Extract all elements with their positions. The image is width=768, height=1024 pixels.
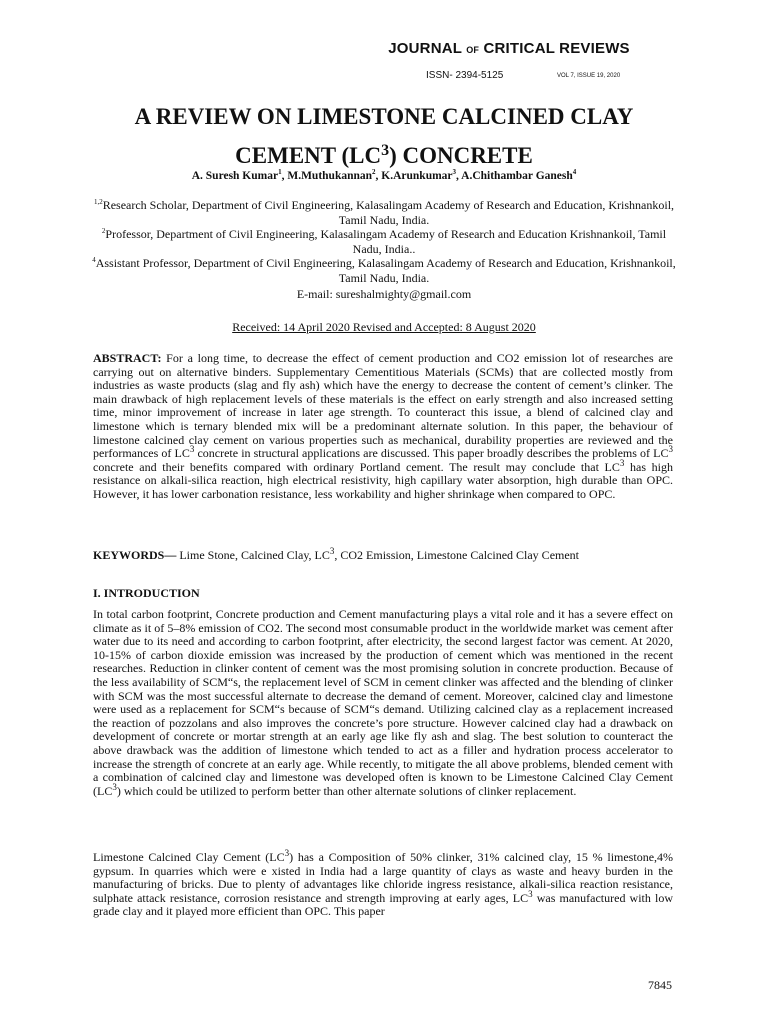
affiliation-3: $^4$Assistant Professor, Department of Civil Engineering, Kalasalingam Academy of Research and Education, Krishnankoil, Tamil Nadu, India.: [92, 256, 676, 285]
email: E-mail: sureshalmighty@gmail.com: [296, 287, 472, 301]
keywords-label: KEYWORDS—: [93, 548, 177, 562]
issn: ISSN- 2394-5125: [426, 70, 504, 81]
keywords: KEYWORDS— Lime Stone, Calcined Clay, $LC^3$, CO2 Emission, Limestone Calcined Clay Cement: [93, 546, 580, 562]
intro-paragraph-1: In total carbon footprint, Concrete production and Cement manufacturing plays a vital role and it has a severe effect on climate as it of 5–8% emission of CO2. The second most consumable product in the worldwide market was cement after water due to its need and according to carbon footprint, after electricity, the second largest factor was cement. At 2020, 10-15% of carbon dioxide emission was increased by the production of cement which was mentioned in the recent researches. Reduction in clinker content of cement was the most promising solution in concrete production. Because of the less availability of SCM“s, the replacement level of SCM in cement clinker was affected and the blending of clinker with SCM was the most successful alternate to decrease the demand of cement. Moreover, calcined clay and limestone were used as a replacement for SCM“s because of SCM“s demand. Utilizing calcined clay as a replacement increased the reaction of pozzolans and also improves the concrete’s pore structure. However calcined clay had a drawback on development of concrete or mortar strength at an early age like fly ash and slag. The best solution to counteract the above drawback was the addition of limestone which tended to act as a filler and hydration process accelerator to increase the strength of concrete at an early age. While recently, to mitigate the all above problems, blended cement with a combination of calcined clay and limestone was developed often is known to be Limestone Calcined Clay Cement $(LC^3)$ which could be utilized to perform better than other alternate solutions of clinker replacement.: [93, 607, 673, 798]
journal-name: JOURNAL OF CRITICAL REVIEWS: [388, 40, 630, 57]
affiliation-2: $^2$Professor, Department of Civil Engineering, Kalasalingam Academy of Research and Education Krishnankoil, Tamil Nadu, India..: [101, 227, 667, 256]
intro-paragraph-2: Limestone Calcined Clay Cement $(LC^3)$ has a Composition of 50% clinker, 31% calcined clay, 15 % limestone,4% gypsum. In quarries which were e xisted in India had a large quantity of clays as waste and heavy burden in the manufacturing of bricks. Due to plenty of advantages like chloride ingress resistance, alkali-silica reaction resistance, sulphate attack resistance, corrosion resistance and strength improving at early ages, $LC^3$ was manufactured with low grade clay and it played more efficient than OPC. This paper: [93, 848, 674, 919]
volume-issue: VOL 7, ISSUE 19, 2020: [557, 73, 621, 79]
page-number: 7845: [648, 978, 672, 992]
section-heading-introduction: I. INTRODUCTION: [93, 586, 200, 600]
received-dates: Received: 14 April 2020 Revised and Accepted: 8 August 2020: [232, 320, 536, 334]
author-list: A. Suresh Kumar$^1$, M.Muthukannan$^2$, K.Arunkumar$^3$, A.Chithambar Ganesh$^4$: [191, 168, 577, 182]
affiliation-1: $^{1,2}$Research Scholar, Department of Civil Engineering, Kalasalingam Academy of Research and Education, Krishnankoil, Tamil Nadu, India.: [93, 198, 675, 227]
abstract: ABSTRACT: For a long time, to decrease the effect of cement production and CO2 emission lot of researches are carrying out on alternative binders. Supplementary Cementitious Materials (SCMs) that are collected mostly from industries as waste products (slag and fly ash) which have the energy to decrease the content of cement’s clinker. The main drawback of high replacement levels of these materials is the effect on early strength and also increased setting time, minor improvement of increase in later age strength. To counteract this issue, a blend of calcined clay and limestone which is ternary blended mix will be a predominant alternate solution. In this paper, the behaviour of limestone calcined clay cement on various properties such as mechanical, durability properties are reviewed and the performances of $LC^3$ concrete in structural applications are discussed. This paper broadly describes the problems of $LC^3$ concrete and their benefits compared with ordinary Portland cement. The result may conclude that $LC^3$ has high resistance on alkali-silica reaction, high electrical resistivity, high capillary water absorption, high durable than OPC. However, it has lower carbonation resistance, less workability and higher shrinkage when compared to OPC.: [93, 351, 673, 501]
abstract-label: ABSTRACT:: [93, 351, 162, 365]
paper-title: A REVIEW ON LIMESTONE CALCINED CLAY CEMENT $(LC^3)$ CONCRETE: [134, 104, 634, 168]
